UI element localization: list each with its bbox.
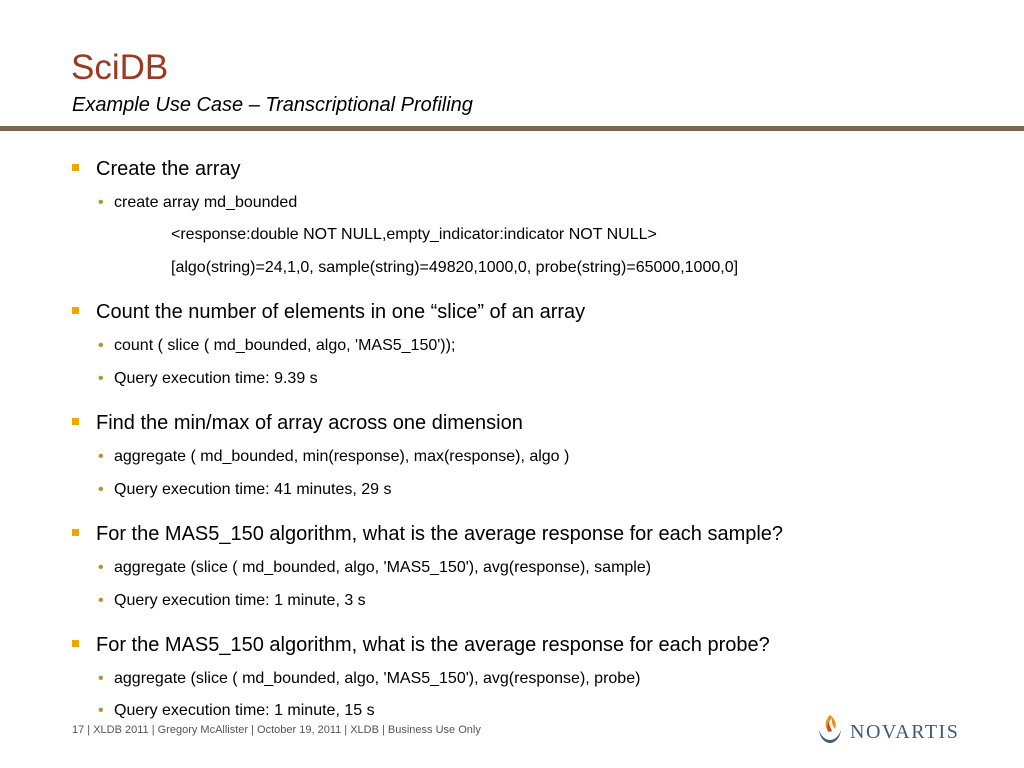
bullet-heading-text: Find the min/max of array across one dimension	[96, 412, 523, 434]
dot-bullet-icon: •	[98, 702, 104, 719]
bullet-item-text: aggregate (slice ( md_bounded, algo, 'MAS5_150'), avg(response), sample)	[114, 559, 652, 576]
square-bullet-icon	[72, 640, 79, 647]
bullet-heading	[96, 157, 241, 181]
bullet-item	[98, 480, 392, 500]
slide-footer: 17 | XLDB 2011 | Gregory McAllister | October 19, 2011 | XLDB | Business Use Only	[72, 724, 481, 736]
bullet-item	[98, 591, 366, 611]
novartis-logo	[816, 712, 961, 746]
bullet-item-text: create array md_bounded	[114, 194, 298, 211]
bullet-item-text: Query execution time: 9.39 s	[114, 370, 318, 387]
bullet-item	[98, 701, 375, 721]
bullet-heading	[96, 300, 585, 324]
square-bullet-icon	[72, 307, 79, 314]
bullet-item-text: aggregate ( md_bounded, min(response), max(response), algo )	[114, 448, 570, 465]
bullet-heading-text: Create the array	[96, 158, 241, 180]
bullet-item	[98, 336, 456, 356]
bullet-heading	[96, 633, 770, 657]
dot-bullet-icon: •	[98, 337, 104, 354]
bullet-item	[98, 669, 641, 689]
bullet-heading	[96, 522, 783, 546]
bullet-continuation: [algo(string)=24,1,0, sample(string)=49820,1000,0, probe(string)=65000,1000,0]	[171, 259, 739, 276]
dot-bullet-icon: •	[98, 370, 104, 387]
logo-wordmark: NOVARTIS	[850, 721, 960, 743]
novartis-flame-icon	[816, 712, 844, 746]
square-bullet-icon	[72, 529, 79, 536]
bullet-item-text: Query execution time: 41 minutes, 29 s	[114, 481, 392, 498]
bullet-heading	[96, 411, 523, 435]
bullet-item-text: aggregate (slice ( md_bounded, algo, 'MAS5_150'), avg(response), probe)	[114, 670, 641, 687]
bullet-item	[98, 369, 318, 389]
bullet-heading-text: For the MAS5_150 algorithm, what is the average response for each probe?	[96, 634, 770, 656]
dot-bullet-icon: •	[98, 481, 104, 498]
bullet-item-text: Query execution time: 1 minute, 15 s	[114, 702, 375, 719]
bullet-item	[98, 193, 298, 213]
dot-bullet-icon: •	[98, 448, 104, 465]
dot-bullet-icon: •	[98, 559, 104, 576]
dot-bullet-icon: •	[98, 194, 104, 211]
dot-bullet-icon: •	[98, 592, 104, 609]
square-bullet-icon	[72, 164, 79, 171]
slide-subtitle: Example Use Case – Transcriptional Profiling	[72, 94, 473, 116]
bullet-item-text: Query execution time: 1 minute, 3 s	[114, 592, 366, 609]
bullet-item	[98, 558, 652, 578]
bullet-item-text: count ( slice ( md_bounded, algo, 'MAS5_150'));	[114, 337, 456, 354]
dot-bullet-icon: •	[98, 670, 104, 687]
slide-title: SciDB	[71, 48, 169, 87]
bullet-heading-text: Count the number of elements in one “slice” of an array	[96, 301, 586, 323]
bullet-continuation: <response:double NOT NULL,empty_indicator:indicator NOT NULL>	[171, 226, 657, 243]
square-bullet-icon	[72, 418, 79, 425]
bullet-heading-text: For the MAS5_150 algorithm, what is the average response for each sample?	[96, 523, 784, 545]
bullet-item	[98, 447, 570, 467]
